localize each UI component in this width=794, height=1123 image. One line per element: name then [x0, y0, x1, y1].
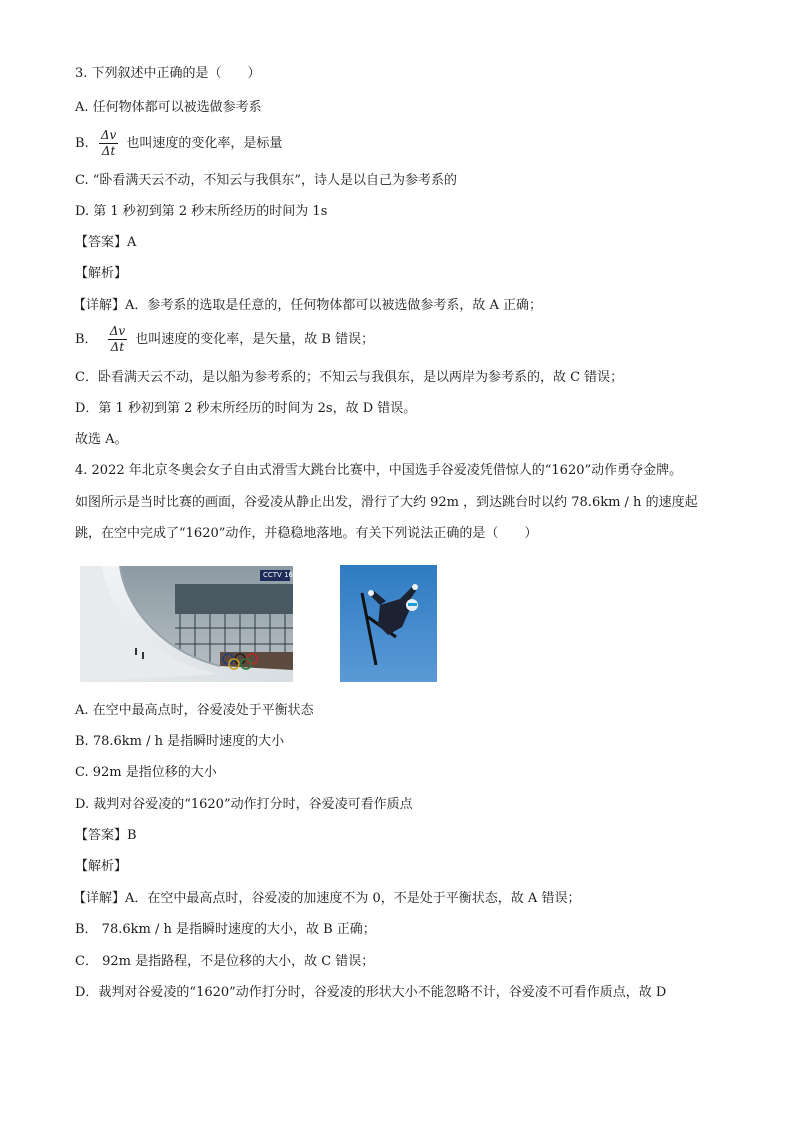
- q3-option-b-denominator: Δt: [101, 144, 116, 158]
- q4-option-a: A. 在空中最高点时，谷爱凌处于平衡状态: [75, 703, 314, 718]
- q3-detail-c: C．卧看满天云不动，是以船为参考系的；不知云与我俱东，是以两岸为参考系的，故 C 错误；: [75, 370, 624, 385]
- q3-option-c: C. “卧看满天云不动，不知云与我俱东”，诗人是以自己为参考系的: [75, 173, 458, 188]
- ski-jump-venue-drawing: [80, 566, 293, 682]
- skier-drawing: [340, 565, 437, 682]
- q4-option-d: D. 裁判对谷爱凌的“1620”动作打分时，谷爱凌可看作质点: [75, 797, 413, 812]
- q4-detail-a: 【详解】A．在空中最高点时，谷爱凌的加速度不为 0，不是处于平衡状态，故 A 错误；: [73, 891, 581, 906]
- q3-answer: [75, 233, 136, 253]
- q3-stem: 3. 下列叙述中正确的是（ ）: [75, 66, 261, 81]
- q3-detail-b-prefix: B．: [75, 332, 98, 347]
- q4-option-b: B. 78.6km / h 是指瞬时速度的大小: [75, 734, 285, 749]
- q4-detail-d: D．裁判对谷爱凌的“1620”动作打分时，谷爱凌的形状大小不能忽略不计，谷爱凌不可看作质点，故 D: [75, 985, 667, 1000]
- broadcast-caption: CCTV 16: [263, 571, 293, 579]
- q4-detail-c: C． 92m 是指路程，不是位移的大小，故 C 错误；: [75, 954, 375, 969]
- q3-option-b-text: 也叫速度的变化率，是标量: [126, 136, 283, 151]
- q4-analysis-label: 【解析】: [75, 859, 128, 874]
- q4-stem-line-2: 如图所示是当时比赛的画面，谷爱凌从静止出发，滑行了大约 92m ，到达跳台时以约 78.6km / h 的速度起: [75, 495, 698, 510]
- q3-answer-label: 【答案】: [75, 235, 128, 250]
- q4-option-c: C. 92m 是指位移的大小: [75, 765, 217, 780]
- q3-detail-b-numerator: Δv: [109, 324, 126, 338]
- q3-conclusion: 故选 A。: [75, 432, 128, 447]
- q3-option-d: D. 第 1 秒初到第 2 秒末所经历的时间为 1s: [75, 204, 328, 219]
- q3-detail-a: 【详解】A．参考系的选取是任意的，任何物体都可以被选做参考系，故 A 正确；: [73, 298, 543, 313]
- q3-detail-b-denominator: Δt: [110, 340, 125, 354]
- q3-option-b-numerator: Δv: [100, 128, 117, 142]
- q3-option-b-prefix: B.: [75, 136, 89, 151]
- q4-answer-label: 【答案】: [75, 828, 128, 843]
- q4-answer-value: B: [127, 828, 137, 843]
- figure-ski-jump-venue: [80, 566, 293, 682]
- q3-detail-b-fraction: [108, 324, 127, 355]
- q4-stem-line-1: 4. 2022 年北京冬奥会女子自由式滑雪大跳台比赛中，中国选手谷爱凌凭借惊人的“1620”动作勇夺金牌。: [75, 463, 683, 478]
- q3-answer-value: A: [127, 235, 137, 250]
- q4-detail-b: B． 78.6km / h 是指瞬时速度的大小，故 B 正确；: [75, 922, 376, 937]
- q3-detail-b: [75, 322, 374, 358]
- q3-option-b: [75, 126, 282, 162]
- q3-option-b-fraction: [99, 128, 118, 159]
- q4-answer: [75, 826, 137, 846]
- q3-option-a: A. 任何物体都可以被选做参考系: [75, 100, 262, 115]
- q3-detail-b-text: 也叫速度的变化率，是矢量，故 B 错误；: [135, 332, 375, 347]
- q3-detail-d: D．第 1 秒初到第 2 秒末所经历的时间为 2s，故 D 错误。: [75, 401, 417, 416]
- q4-stem-line-3: 跳，在空中完成了“1620”动作，并稳稳地落地。有关下列说法正确的是（ ）: [75, 526, 538, 541]
- figure-skier-in-air: [340, 565, 437, 682]
- q3-analysis-label: 【解析】: [75, 266, 128, 281]
